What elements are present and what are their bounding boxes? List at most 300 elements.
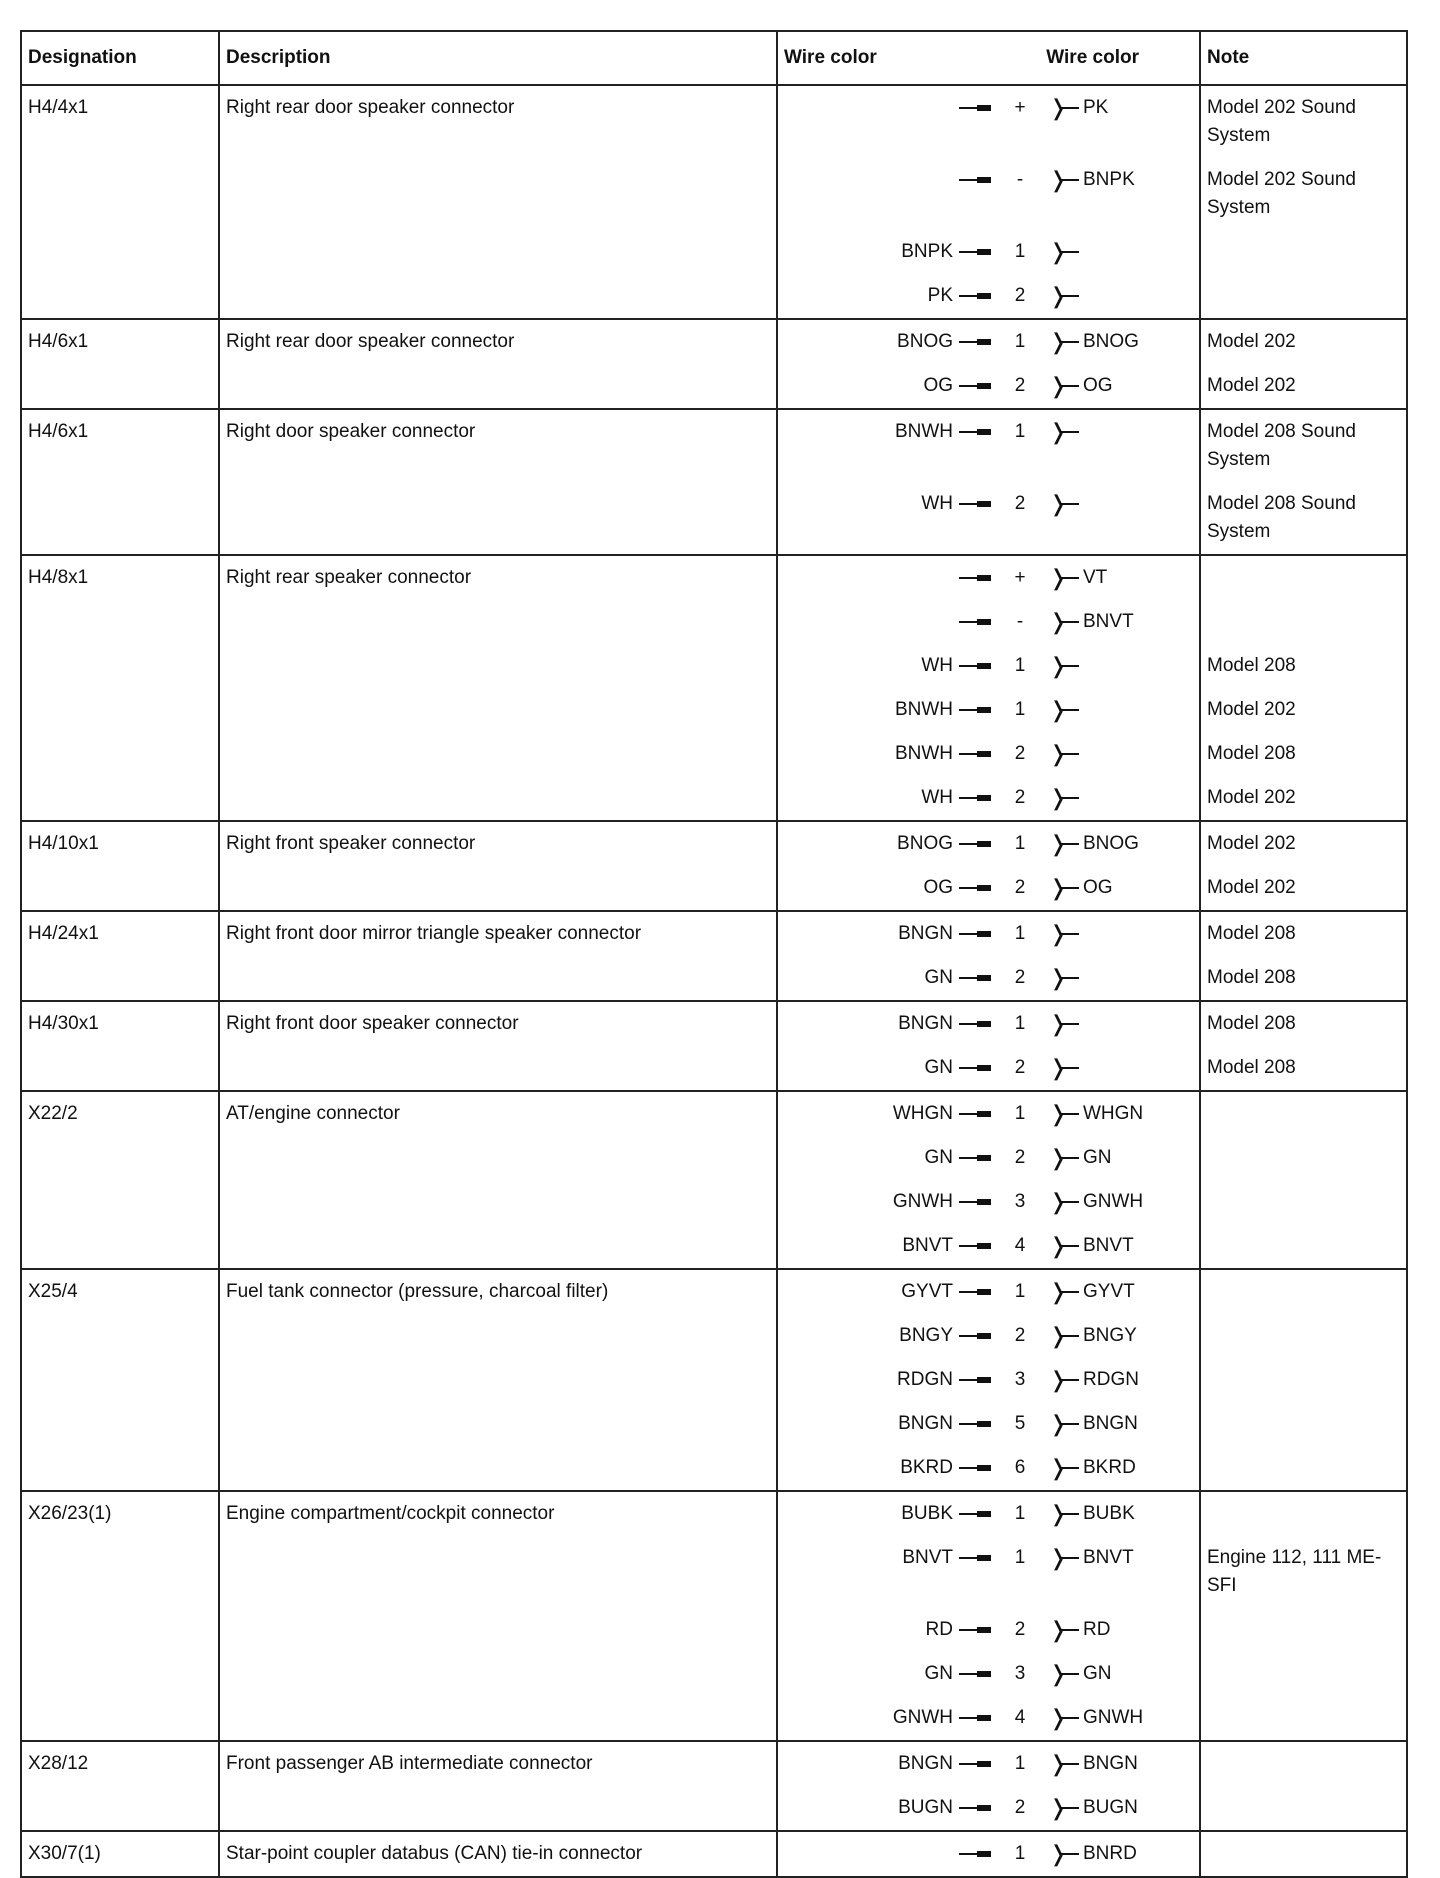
pin-number: 2: [1014, 1147, 1026, 1168]
socket-contact-icon: [1045, 274, 1081, 318]
pin-contact-icon: [957, 1832, 995, 1876]
pin-row: [778, 364, 1199, 408]
pin-note: Model 202 Sound System: [1207, 97, 1356, 146]
pin-row: [778, 822, 1199, 866]
header-designation: Designation: [22, 32, 220, 84]
designation-cell: X26/23(1): [22, 1492, 220, 1740]
connector-table: [20, 30, 1408, 1878]
pin-contact-icon: [957, 1786, 995, 1830]
pin-note: Model 202: [1207, 331, 1296, 352]
pin-row: [778, 1536, 1199, 1608]
pin-row: [778, 1314, 1199, 1358]
right-wire-color: BNGN: [1083, 1753, 1138, 1774]
pin-note: Model 202: [1207, 787, 1296, 808]
pin-row: [778, 866, 1199, 910]
wire-color-cell: [778, 1832, 1201, 1876]
socket-contact-icon: [1045, 1270, 1081, 1314]
pin-number: 1: [1014, 1753, 1026, 1774]
right-wire-color: VT: [1083, 567, 1108, 588]
pin-note: [1201, 556, 1406, 600]
pin-number: 1: [1014, 1103, 1026, 1124]
pin-note: [1201, 1696, 1406, 1740]
wire-color-cell: [778, 1270, 1201, 1490]
left-wire-color: BNGN: [898, 1753, 953, 1774]
pin-contact-icon: [957, 644, 995, 688]
pin-row: [778, 410, 1199, 482]
pin-number: 2: [1014, 493, 1026, 514]
right-wire-color: [1081, 482, 1199, 490]
pin-row: [778, 1224, 1199, 1268]
right-wire-color: GN: [1083, 1663, 1112, 1684]
pin-number: 1: [1014, 421, 1026, 442]
note-cell: [1201, 320, 1406, 408]
description-cell: Right front door mirror triangle speaker connector: [220, 912, 778, 1000]
pin-number: -: [1016, 611, 1024, 632]
pin-note: [1201, 230, 1406, 274]
pin-note: Model 208 Sound System: [1207, 493, 1356, 542]
header-wire-color-left: Wire color: [784, 47, 877, 68]
left-wire-color: WH: [921, 655, 953, 676]
pin-row: [778, 1270, 1199, 1314]
left-wire-color: BUBK: [901, 1503, 953, 1524]
note-cell: [1201, 410, 1406, 554]
pin-row: [778, 1402, 1199, 1446]
pin-number: 2: [1014, 877, 1026, 898]
description-cell: Right front speaker connector: [220, 822, 778, 910]
left-wire-color: BKRD: [900, 1457, 953, 1478]
socket-contact-icon: [1045, 956, 1081, 1000]
right-wire-color: RD: [1083, 1619, 1111, 1640]
pin-note: Model 208: [1207, 1057, 1296, 1078]
socket-contact-icon: [1045, 688, 1081, 732]
socket-contact-icon: [1045, 556, 1081, 600]
wire-color-cell: [778, 410, 1201, 554]
right-wire-color: BNPK: [1083, 169, 1135, 190]
left-wire-color: GN: [924, 967, 953, 988]
description-cell: Engine compartment/cockpit connector: [220, 1492, 778, 1740]
left-wire-color: BNVT: [902, 1547, 953, 1568]
right-wire-color: PK: [1083, 97, 1109, 118]
pin-contact-icon: [957, 556, 995, 600]
pin-contact-icon: [957, 1652, 995, 1696]
pin-contact-icon: [957, 364, 995, 408]
connector-group: [22, 1492, 1406, 1742]
pin-row: [778, 1136, 1199, 1180]
left-wire-color: GN: [924, 1663, 953, 1684]
pin-number: 2: [1014, 1057, 1026, 1078]
wire-color-cell: [778, 1092, 1201, 1268]
description-cell: Star-point coupler databus (CAN) tie-in connector: [220, 1832, 778, 1876]
pin-number: 2: [1014, 967, 1026, 988]
designation-cell: X22/2: [22, 1092, 220, 1268]
pin-number: 1: [1014, 1843, 1026, 1864]
pin-contact-icon: [957, 1402, 995, 1446]
pin-row: [778, 1180, 1199, 1224]
pin-row: [778, 732, 1199, 776]
description-cell: AT/engine connector: [220, 1092, 778, 1268]
right-wire-color: [1081, 688, 1199, 696]
pin-note: Model 208: [1207, 923, 1296, 944]
pin-number: 1: [1014, 1281, 1026, 1302]
pin-number: 1: [1014, 1547, 1026, 1568]
pin-row: [778, 86, 1199, 158]
wire-color-cell: [778, 86, 1201, 318]
pin-note: [1201, 600, 1406, 644]
left-wire-color: WH: [921, 493, 953, 514]
left-wire-color: BNGY: [899, 1325, 953, 1346]
pin-row: [778, 644, 1199, 688]
wire-color-cell: [778, 556, 1201, 820]
left-wire-color: [778, 158, 957, 166]
right-wire-color: BNVT: [1083, 1547, 1134, 1568]
right-wire-color: [1081, 230, 1199, 238]
designation-cell: H4/6x1: [22, 320, 220, 408]
pin-note: Model 202: [1207, 699, 1296, 720]
pin-note: [1201, 1270, 1406, 1314]
pin-note: [1201, 1608, 1406, 1652]
note-cell: [1201, 1492, 1406, 1740]
left-wire-color: BNOG: [897, 331, 953, 352]
pin-contact-icon: [957, 1314, 995, 1358]
pin-note: Model 208: [1207, 655, 1296, 676]
left-wire-color: GN: [924, 1147, 953, 1168]
description-cell: Fuel tank connector (pressure, charcoal filter): [220, 1270, 778, 1490]
left-wire-color: BUGN: [898, 1797, 953, 1818]
pin-number: 3: [1014, 1369, 1026, 1390]
pin-contact-icon: [957, 86, 995, 130]
socket-contact-icon: [1045, 482, 1081, 526]
wire-color-cell: [778, 320, 1201, 408]
pin-number: 1: [1014, 331, 1026, 352]
designation-cell: H4/24x1: [22, 912, 220, 1000]
pin-number: 1: [1014, 923, 1026, 944]
pin-row: [778, 482, 1199, 554]
pin-note: [1201, 1136, 1406, 1180]
right-wire-color: BNVT: [1083, 1235, 1134, 1256]
pin-number: 2: [1014, 787, 1026, 808]
note-cell: [1201, 1002, 1406, 1090]
pin-row: [778, 912, 1199, 956]
pin-contact-icon: [957, 1180, 995, 1224]
pin-note: Engine 112, 111 ME-SFI: [1207, 1547, 1382, 1596]
pin-note: [1201, 1314, 1406, 1358]
pin-row: [778, 1446, 1199, 1490]
pin-number: +: [1014, 97, 1026, 118]
pin-contact-icon: [957, 912, 995, 956]
right-wire-color: [1081, 274, 1199, 282]
pin-note: Model 208 Sound System: [1207, 421, 1356, 470]
note-cell: [1201, 822, 1406, 910]
wire-color-cell: [778, 1002, 1201, 1090]
right-wire-color: [1081, 732, 1199, 740]
socket-contact-icon: [1045, 410, 1081, 454]
connector-group: [22, 410, 1406, 556]
pin-contact-icon: [957, 1446, 995, 1490]
left-wire-color: WH: [921, 787, 953, 808]
left-wire-color: GNWH: [892, 1707, 953, 1728]
pin-row: [778, 1002, 1199, 1046]
pin-note: [1201, 1446, 1406, 1490]
pin-contact-icon: [957, 732, 995, 776]
pin-row: [778, 556, 1199, 600]
socket-contact-icon: [1045, 1446, 1081, 1490]
pin-number: 2: [1014, 375, 1026, 396]
pin-number: 2: [1014, 285, 1026, 306]
pin-row: [778, 1092, 1199, 1136]
socket-contact-icon: [1045, 1402, 1081, 1446]
pin-note: Model 202: [1207, 375, 1296, 396]
left-wire-color: BNWH: [894, 421, 953, 442]
pin-number: 3: [1014, 1191, 1026, 1212]
pin-note: Model 208: [1207, 1013, 1296, 1034]
connector-group: [22, 556, 1406, 822]
pin-note: [1201, 1092, 1406, 1136]
description-cell: Right front door speaker connector: [220, 1002, 778, 1090]
right-wire-color: BNRD: [1083, 1843, 1137, 1864]
left-wire-color: BNOG: [897, 833, 953, 854]
pin-contact-icon: [957, 158, 995, 202]
socket-contact-icon: [1045, 1832, 1081, 1876]
pin-number: 6: [1014, 1457, 1026, 1478]
socket-contact-icon: [1045, 732, 1081, 776]
description-cell: Front passenger AB intermediate connector: [220, 1742, 778, 1830]
pin-number: 3: [1014, 1663, 1026, 1684]
pin-row: [778, 956, 1199, 1000]
left-wire-color: RDGN: [897, 1369, 953, 1390]
note-cell: [1201, 556, 1406, 820]
pin-contact-icon: [957, 822, 995, 866]
note-cell: [1201, 1092, 1406, 1268]
wire-color-cell: [778, 912, 1201, 1000]
right-wire-color: BNOG: [1083, 331, 1139, 352]
left-wire-color: BNWH: [894, 743, 953, 764]
socket-contact-icon: [1045, 912, 1081, 956]
description-cell: Right rear speaker connector: [220, 556, 778, 820]
pin-contact-icon: [957, 1492, 995, 1536]
pin-row: [778, 1652, 1199, 1696]
socket-contact-icon: [1045, 1314, 1081, 1358]
note-cell: [1201, 1270, 1406, 1490]
pin-row: [778, 1742, 1199, 1786]
connector-group: [22, 822, 1406, 912]
pin-contact-icon: [957, 274, 995, 318]
left-wire-color: BNWH: [894, 699, 953, 720]
description-cell: Right rear door speaker connector: [220, 86, 778, 318]
right-wire-color: BUBK: [1083, 1503, 1135, 1524]
pin-number: 1: [1014, 1013, 1026, 1034]
pin-note: [1201, 1224, 1406, 1268]
right-wire-color: BKRD: [1083, 1457, 1136, 1478]
designation-cell: H4/8x1: [22, 556, 220, 820]
socket-contact-icon: [1045, 1608, 1081, 1652]
pin-contact-icon: [957, 1742, 995, 1786]
connector-group: [22, 320, 1406, 410]
right-wire-color: BNGY: [1083, 1325, 1137, 1346]
left-wire-color: [778, 86, 957, 94]
pin-contact-icon: [957, 320, 995, 364]
left-wire-color: GYVT: [901, 1281, 953, 1302]
pin-number: 4: [1014, 1707, 1026, 1728]
pin-contact-icon: [957, 776, 995, 820]
pin-contact-icon: [957, 956, 995, 1000]
pin-contact-icon: [957, 410, 995, 454]
pin-row: [778, 274, 1199, 318]
pin-number: +: [1014, 567, 1026, 588]
pin-row: [778, 1832, 1199, 1876]
pin-contact-icon: [957, 1046, 995, 1090]
socket-contact-icon: [1045, 364, 1081, 408]
socket-contact-icon: [1045, 1224, 1081, 1268]
left-wire-color: WHGN: [892, 1103, 953, 1124]
left-wire-color: BNGN: [898, 1013, 953, 1034]
pin-row: [778, 158, 1199, 230]
pin-note: Model 202: [1207, 877, 1296, 898]
pin-note: [1201, 1832, 1406, 1876]
connector-group: [22, 912, 1406, 1002]
connector-group: [22, 1092, 1406, 1270]
pin-contact-icon: [957, 482, 995, 526]
designation-cell: X28/12: [22, 1742, 220, 1830]
left-wire-color: OG: [923, 375, 953, 396]
pin-note: [1201, 1786, 1406, 1830]
pin-row: [778, 1608, 1199, 1652]
socket-contact-icon: [1045, 866, 1081, 910]
socket-contact-icon: [1045, 1046, 1081, 1090]
connector-group: [22, 1742, 1406, 1832]
socket-contact-icon: [1045, 644, 1081, 688]
pin-contact-icon: [957, 1608, 995, 1652]
pin-row: [778, 320, 1199, 364]
socket-contact-icon: [1045, 1002, 1081, 1046]
note-cell: [1201, 1742, 1406, 1830]
description-cell: Right rear door speaker connector: [220, 320, 778, 408]
designation-cell: X25/4: [22, 1270, 220, 1490]
right-wire-color: [1081, 1002, 1199, 1010]
socket-contact-icon: [1045, 776, 1081, 820]
pin-note: [1201, 1742, 1406, 1786]
pin-note: [1201, 1492, 1406, 1536]
designation-cell: H4/30x1: [22, 1002, 220, 1090]
pin-row: [778, 688, 1199, 732]
left-wire-color: BNGN: [898, 1413, 953, 1434]
pin-note: [1201, 1652, 1406, 1696]
left-wire-color: [778, 556, 957, 564]
pin-note: [1201, 274, 1406, 318]
connector-group: [22, 1002, 1406, 1092]
pin-contact-icon: [957, 600, 995, 644]
right-wire-color: [1081, 410, 1199, 418]
socket-contact-icon: [1045, 158, 1081, 202]
socket-contact-icon: [1045, 822, 1081, 866]
header-wire-color-right: Wire color: [1046, 47, 1139, 68]
table-header: [22, 32, 1406, 86]
right-wire-color: GN: [1083, 1147, 1112, 1168]
socket-contact-icon: [1045, 1358, 1081, 1402]
right-wire-color: RDGN: [1083, 1369, 1139, 1390]
pin-number: 4: [1014, 1235, 1026, 1256]
header-description: Description: [220, 32, 778, 84]
pin-row: [778, 1358, 1199, 1402]
right-wire-color: GNWH: [1083, 1191, 1144, 1212]
table-body: [22, 86, 1406, 1876]
right-wire-color: BNGN: [1083, 1413, 1138, 1434]
right-wire-color: [1081, 912, 1199, 920]
pin-note: [1201, 1180, 1406, 1224]
designation-cell: X30/7(1): [22, 1832, 220, 1876]
pin-number: 1: [1014, 241, 1026, 262]
socket-contact-icon: [1045, 1136, 1081, 1180]
socket-contact-icon: [1045, 1492, 1081, 1536]
pin-row: [778, 600, 1199, 644]
pin-note: Model 208: [1207, 743, 1296, 764]
wire-color-cell: [778, 1742, 1201, 1830]
header-note: Note: [1207, 47, 1250, 68]
pin-row: [778, 1786, 1199, 1830]
left-wire-color: BNVT: [902, 1235, 953, 1256]
pin-note: Model 202: [1207, 833, 1296, 854]
socket-contact-icon: [1045, 1742, 1081, 1786]
connector-group: [22, 1270, 1406, 1492]
right-wire-color: BNOG: [1083, 833, 1139, 854]
note-cell: [1201, 912, 1406, 1000]
pin-number: 2: [1014, 743, 1026, 764]
pin-contact-icon: [957, 688, 995, 732]
right-wire-color: [1081, 644, 1199, 652]
left-wire-color: BNPK: [901, 241, 953, 262]
pin-number: 2: [1014, 1325, 1026, 1346]
pin-number: 1: [1014, 699, 1026, 720]
left-wire-color: RD: [925, 1619, 953, 1640]
right-wire-color: BUGN: [1083, 1797, 1138, 1818]
pin-note: Model 202 Sound System: [1207, 169, 1356, 218]
right-wire-color: GNWH: [1083, 1707, 1144, 1728]
pin-contact-icon: [957, 1270, 995, 1314]
pin-note: [1201, 1402, 1406, 1446]
pin-contact-icon: [957, 1092, 995, 1136]
socket-contact-icon: [1045, 600, 1081, 644]
left-wire-color: GN: [924, 1057, 953, 1078]
left-wire-color: [778, 600, 957, 608]
left-wire-color: [778, 1832, 957, 1840]
left-wire-color: OG: [923, 877, 953, 898]
pin-number: -: [1016, 169, 1024, 190]
pin-number: 1: [1014, 1503, 1026, 1524]
pin-contact-icon: [957, 230, 995, 274]
pin-contact-icon: [957, 1536, 995, 1580]
pin-row: [778, 776, 1199, 820]
pin-contact-icon: [957, 1224, 995, 1268]
pin-contact-icon: [957, 1358, 995, 1402]
pin-number: 2: [1014, 1797, 1026, 1818]
socket-contact-icon: [1045, 230, 1081, 274]
right-wire-color: OG: [1083, 877, 1113, 898]
pin-note: [1201, 1358, 1406, 1402]
socket-contact-icon: [1045, 1180, 1081, 1224]
pin-row: [778, 1046, 1199, 1090]
wire-color-cell: [778, 822, 1201, 910]
socket-contact-icon: [1045, 320, 1081, 364]
designation-cell: H4/6x1: [22, 410, 220, 554]
left-wire-color: GNWH: [892, 1191, 953, 1212]
pin-note: Model 208: [1207, 967, 1296, 988]
right-wire-color: WHGN: [1083, 1103, 1144, 1124]
connector-group: [22, 86, 1406, 320]
pin-number: 1: [1014, 833, 1026, 854]
left-wire-color: BNGN: [898, 923, 953, 944]
socket-contact-icon: [1045, 1652, 1081, 1696]
note-cell: [1201, 1832, 1406, 1876]
pin-number: 2: [1014, 1619, 1026, 1640]
